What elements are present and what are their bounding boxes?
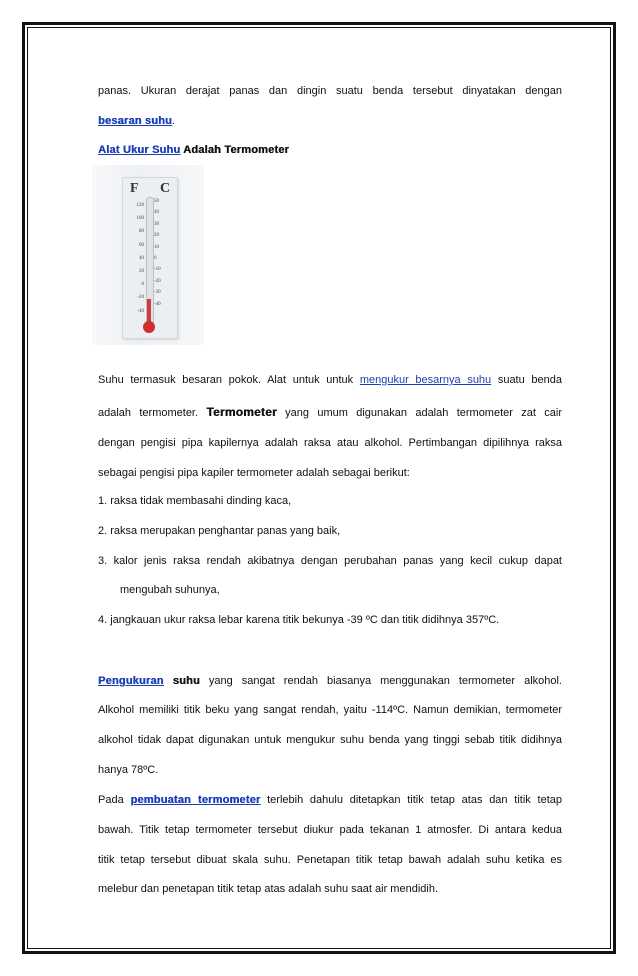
fahrenheit-tick: -20 — [137, 295, 144, 301]
text-line — [98, 405, 562, 420]
fahrenheit-tick: 20 — [139, 269, 144, 274]
celsius-tick: 30 — [154, 221, 159, 227]
list-item-continuation: mengubah suhunya, — [120, 584, 220, 596]
text-fragment: suatu benda — [491, 374, 562, 386]
fahrenheit-tick: 0 — [141, 282, 144, 288]
suhu-bold: suhu — [163, 675, 200, 687]
text-line: panas. Ukuran derajat panas dan dingin suatu benda tersebut dinyatakan dengan — [98, 85, 562, 97]
text-line: alkohol tidak dapat digunakan untuk mengukur suhu benda yang tinggi sebab titik didihnya — [98, 734, 562, 746]
text-line: Alkohol memiliki titik beku yang sangat rendah, yaitu -114ºC. Namun demikian, termometer — [98, 704, 562, 716]
fahrenheit-tick: 40 — [139, 255, 144, 261]
celsius-label: C — [160, 181, 171, 196]
fahrenheit-tick: -40 — [137, 308, 144, 314]
celsius-tick: 0 — [154, 256, 157, 261]
termometer-bold: Termometer — [206, 405, 277, 419]
list-item: 1. raksa tidak membasahi dinding kaca, — [98, 495, 292, 507]
text-fragment: yang sangat rendah biasanya menggunakan termometer alkohol. — [199, 675, 562, 687]
fahrenheit-label: F — [130, 181, 139, 196]
celsius-tick: -30 — [154, 290, 161, 296]
text-line: sebagai pengisi pipa kapiler termometer adalah sebagai berikut: — [98, 467, 410, 479]
text-line: hanya 78ºC. — [98, 764, 159, 776]
celsius-tick: 40 — [154, 210, 159, 216]
fahrenheit-tick: 80 — [139, 229, 144, 235]
heading-text: Adalah Termometer — [180, 144, 289, 156]
fahrenheit-tick: 120 — [136, 203, 144, 208]
text-line — [98, 373, 562, 387]
list-item: 3. kalor jenis raksa rendah akibatnya dengan perubahan panas yang kecil cukup dapat — [98, 555, 562, 567]
thermometer-bulb — [143, 321, 155, 333]
text-line: dengan pengisi pipa kapilernya adalah raksa atau alkohol. Pertimbangan dipilihnya raksa — [98, 437, 562, 449]
text-fragment: yang umum digunakan adalah termometer zat cair — [276, 407, 562, 419]
fahrenheit-tick: 60 — [139, 242, 144, 248]
mengukur-besarnya-suhu-link[interactable]: mengukur besarnya suhu — [359, 374, 492, 386]
text-line — [98, 114, 562, 128]
text-line — [98, 793, 562, 807]
list-item: 2. raksa merupakan penghantar panas yang baik, — [98, 525, 341, 537]
list-item: 4. jangkauan ukur raksa lebar karena titik bekunya -39 ºC dan titik didihnya 357ºC. — [98, 614, 500, 626]
text-line: bawah. Titik tetap termometer tersebut diukur pada tekanan 1 atmosfer. Di antara kedua — [98, 824, 562, 836]
text-fragment: Suhu termasuk besaran pokok. Alat untuk untuk — [98, 374, 360, 386]
text-fragment: terlebih dahulu ditetapkan titik tetap atas dan titik tetap — [260, 794, 562, 806]
pembuatan-termometer-link[interactable]: pembuatan termometer — [130, 794, 261, 806]
text-fragment: . — [171, 115, 175, 127]
text-fragment: adalah termometer. — [98, 407, 207, 419]
text-fragment: Pada — [98, 794, 131, 806]
alat-ukur-suhu-link[interactable]: Alat Ukur Suhu — [98, 144, 181, 156]
text-line — [98, 674, 562, 688]
celsius-tick: 50 — [154, 199, 159, 204]
thermometer-image — [92, 165, 204, 345]
celsius-tick: 10 — [154, 244, 159, 250]
celsius-tick: -40 — [154, 301, 161, 307]
celsius-tick: 20 — [154, 233, 159, 239]
fahrenheit-tick: 100 — [136, 216, 144, 222]
pengukuran-link[interactable]: Pengukuran — [98, 675, 164, 687]
text-line: melebur dan penetapan titik tetap atas adalah suhu saat air mendidih. — [98, 883, 439, 895]
section-heading — [98, 143, 562, 157]
celsius-tick: -20 — [154, 278, 161, 284]
text-line: titik tetap tersebut dibuat skala suhu. Penetapan titik tetap bawah adalah suhu ketika es — [98, 854, 562, 866]
celsius-tick: -10 — [154, 267, 161, 273]
besaran-suhu-link[interactable]: besaran suhu — [98, 115, 172, 127]
